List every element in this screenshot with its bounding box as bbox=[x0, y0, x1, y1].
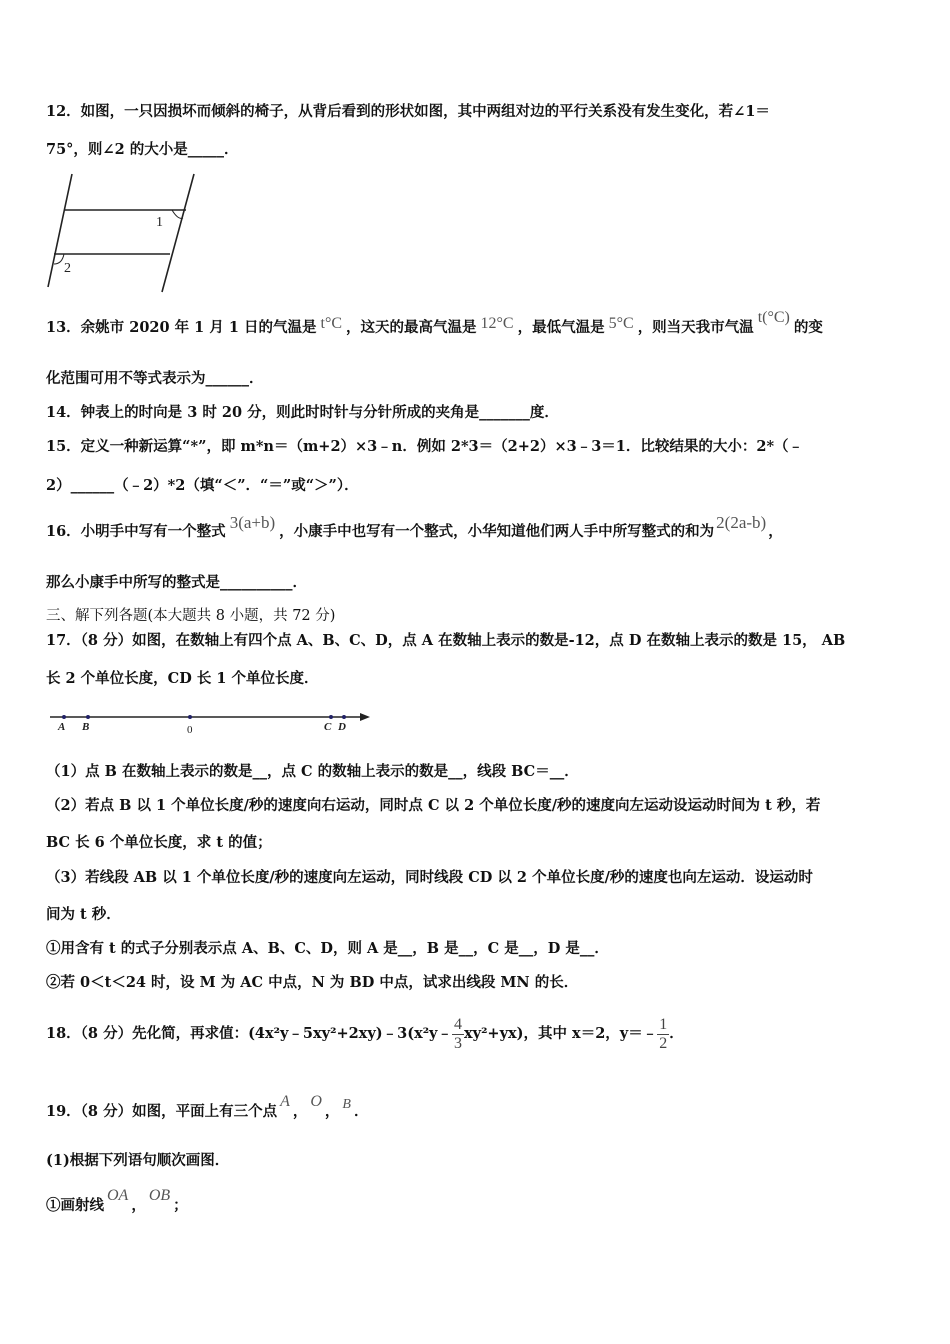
q17-line2: 长 2 个单位长度，CD 长 1 个单位长度． bbox=[46, 670, 319, 687]
q14-line: 14．钟表上的时向是 3 时 20 分，则此时时针与分针所成的夹角是_______度． bbox=[46, 404, 559, 421]
q16-expr-1: 3(a+b) bbox=[229, 513, 276, 532]
q18-frac2-denominator: 2 bbox=[659, 1034, 668, 1052]
q16-text-3: ， bbox=[768, 523, 783, 540]
point-o-dot bbox=[188, 715, 192, 719]
q19-ray-oa: OA bbox=[107, 1187, 129, 1204]
number-line-arrow bbox=[360, 713, 370, 721]
q19-text-1: 19．（8 分）如图，平面上有三个点 bbox=[46, 1103, 278, 1120]
q18-frac1-numerator: 4 bbox=[454, 1015, 462, 1033]
q13-text-3: ，最低气温是 bbox=[517, 319, 605, 336]
q13-temp-range: t(°C) bbox=[757, 309, 790, 326]
q16-text-1: 16．小明手中写有一个整式 bbox=[46, 523, 226, 540]
q19-sub1: (1)根据下列语句顺次画图． bbox=[46, 1152, 230, 1169]
q19-sep-1: ， bbox=[292, 1103, 308, 1120]
q16-line2: 那么小康手中所写的整式是__________． bbox=[46, 574, 307, 591]
angle2-label: 2 bbox=[64, 261, 71, 276]
q19-point-b: B bbox=[342, 1097, 351, 1112]
point-c-dot bbox=[329, 715, 333, 719]
q19-ray-ob: OB bbox=[148, 1187, 171, 1204]
point-c-label: C bbox=[324, 721, 332, 733]
q18-text-2: xy²+yx)，其中 x＝2，y＝﹣ bbox=[464, 1025, 658, 1042]
section3-title: 三、解下列各题(本大题共 8 小题，共 72 分) bbox=[46, 608, 336, 624]
q18-frac2-numerator: 1 bbox=[659, 1015, 668, 1033]
q19-sep-2: ， bbox=[324, 1103, 340, 1120]
q13-line2: 化范围可用不等式表示为______． bbox=[46, 370, 264, 387]
q13-text-2: ，这天的最高气温是 bbox=[346, 319, 477, 336]
point-a-label: A bbox=[58, 721, 66, 733]
q17-sub2-line1: （2）若点 B 以 1 个单位长度/秒的速度向右运动，同时点 C 以 2 个单位长度/秒的速度向左运动设运动时间为 t 秒，若 bbox=[46, 797, 821, 814]
point-a-dot bbox=[62, 715, 66, 719]
q16-text-2: ，小康手中也写有一个整式，小华知道他们两人手中所写整式的和为 bbox=[279, 523, 715, 540]
q13-temp-max: 12°C bbox=[480, 315, 514, 332]
q19-item1-sep: ， bbox=[131, 1197, 146, 1214]
q12-line2: 75°，则∠2 的大小是_____． bbox=[46, 141, 239, 158]
chair-figure bbox=[44, 172, 204, 294]
q15-line2: 2）______（﹣2）*2（填“＜”．“＝”或“＞”）． bbox=[46, 477, 359, 494]
q17-sub3-line1: （3）若线段 AB 以 1 个单位长度/秒的速度向左运动，同时线段 CD 以 2 个单位长度/秒的速度也向左运动．设运动时 bbox=[46, 869, 813, 886]
angle1-label: 1 bbox=[156, 215, 163, 230]
number-line-figure bbox=[48, 702, 378, 742]
origin-label: 0 bbox=[187, 724, 193, 736]
angle1-arc bbox=[172, 210, 183, 218]
q19-item1-end: ； bbox=[173, 1197, 188, 1214]
q13-temp-min: 5°C bbox=[608, 315, 634, 332]
chair-right-leg bbox=[162, 174, 194, 292]
q13-temp-t: t°C bbox=[320, 315, 343, 332]
q17-sub3-b: ②若 0＜t＜24 时，设 M 为 AC 中点，N 为 BD 中点，试求出线段 MN 的长． bbox=[46, 974, 579, 991]
q17-sub2-line2: BC 长 6 个单位长度，求 t 的值； bbox=[46, 834, 272, 851]
q18-text-3: ． bbox=[669, 1025, 684, 1042]
q18-frac1-denominator: 3 bbox=[454, 1034, 462, 1052]
q15-line1: 15．定义一种新运算“*”，即 m*n＝（m+2）×3﹣n．例如 2*3＝（2+2）×3﹣3＝1．比较结果的大小：2*（﹣ bbox=[46, 438, 804, 455]
q18-fraction-2 bbox=[657, 1016, 669, 1053]
q12-line1: 12．如图，一只因损坏而倾斜的椅子，从背后看到的形状如图，其中两组对边的平行关系没有发生变化，若∠1＝ bbox=[46, 103, 770, 120]
q17-line1: 17．（8 分）如图，在数轴上有四个点 A、B、C、D，点 A 在数轴上表示的数是-12，点 D 在数轴上表示的数是 15， AB bbox=[46, 632, 846, 649]
q13-text-5: 的变 bbox=[793, 319, 823, 336]
q16-expr-2: 2(2a-b) bbox=[716, 513, 767, 532]
q18-fraction-1 bbox=[452, 1016, 464, 1053]
q19-text-2: ． bbox=[353, 1103, 369, 1120]
q16-line1 bbox=[46, 513, 783, 542]
q17-sub1: （1）点 B 在数轴上表示的数是__，点 C 的数轴上表示的数是__，线段 BC＝__． bbox=[46, 763, 579, 780]
q13-text-1: 13．余姚市 2020 年 1 月 1 日的气温是 bbox=[46, 319, 317, 336]
q13-text-4: ，则当天我市气温 bbox=[637, 319, 754, 336]
point-d-label: D bbox=[338, 721, 346, 733]
q19-line bbox=[46, 1093, 369, 1123]
q19-point-a: A bbox=[280, 1093, 290, 1110]
q18-text-1: 18．（8 分）先化简，再求值：(4x²y﹣5xy²+2xy)﹣3(x²y﹣ bbox=[46, 1025, 452, 1042]
point-b-label: B bbox=[82, 721, 90, 733]
q17-sub3-a: ①用含有 t 的式子分别表示点 A、B、C、D，则 A 是__，B 是__，C 是__，D 是__． bbox=[46, 940, 609, 957]
q17-sub3-line2: 间为 t 秒． bbox=[46, 906, 121, 923]
point-d-dot bbox=[342, 715, 346, 719]
q19-item1 bbox=[46, 1187, 188, 1216]
q19-item1-prefix: ①画射线 bbox=[46, 1197, 104, 1214]
q18-line bbox=[46, 1012, 684, 1056]
q13-line1 bbox=[46, 309, 823, 338]
q19-point-o: O bbox=[310, 1093, 322, 1110]
point-b-dot bbox=[86, 715, 90, 719]
